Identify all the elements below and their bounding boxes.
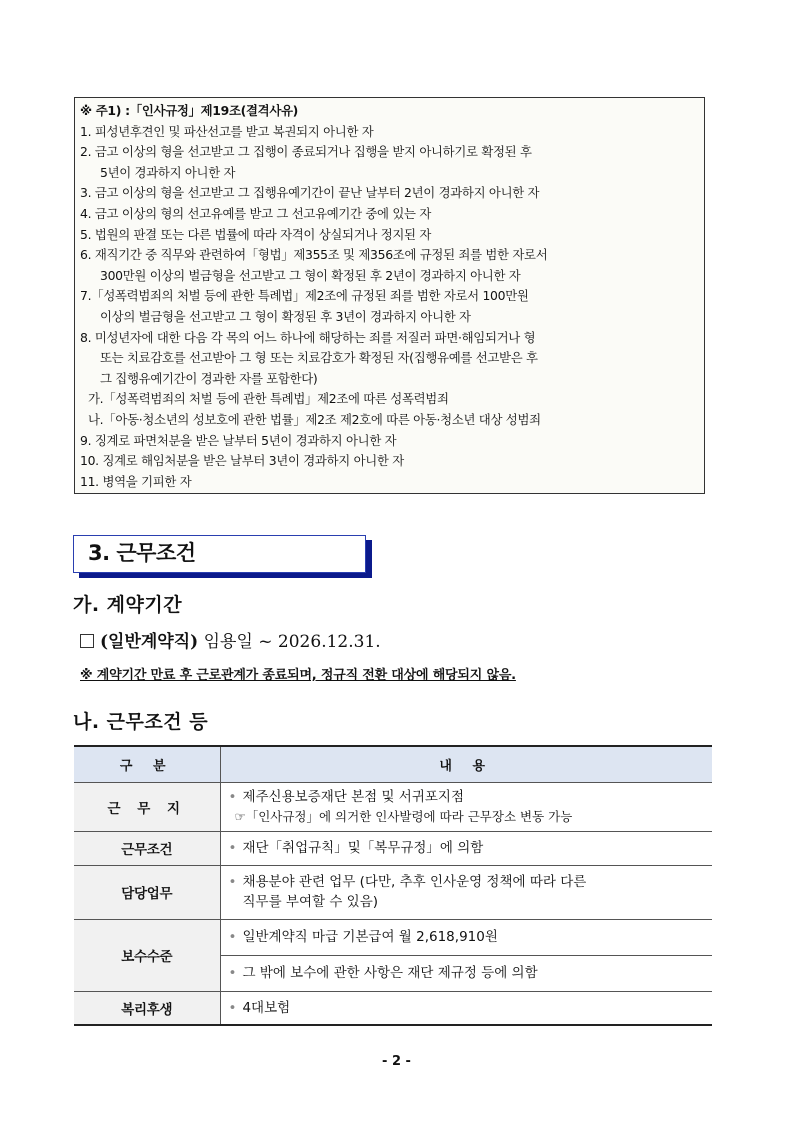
- column-header-category: 구 분: [74, 746, 220, 782]
- note-line: 11. 병역을 기피한 자: [80, 473, 192, 489]
- table-row: [74, 919, 712, 955]
- pay-other-text: 그 밖에 보수에 관한 사항은 재단 제규정 등에 의함: [242, 965, 538, 981]
- table-row: [74, 991, 712, 1025]
- note-line: 5년이 경과하지 아니한 자: [100, 164, 236, 180]
- work-conditions-text: 재단「취업규칙」및「복무규정」에 의함: [242, 840, 484, 856]
- disqualification-note-box: [74, 97, 705, 494]
- note-title: ※ 주1) :「인사규정」제19조(결격사유): [80, 103, 299, 118]
- duties-text: 채용분야 관련 업무 (다만, 추후 인사운영 정책에 따라 다른: [242, 874, 587, 890]
- welfare-text: 4대보험: [242, 999, 291, 1016]
- note-line: 1. 피성년후견인 및 파산선고를 받고 복권되지 아니한 자: [80, 123, 374, 139]
- row-label-duties: 담당업무: [74, 865, 220, 919]
- checkbox-icon: [80, 634, 94, 648]
- note-line: 3. 금고 이상의 형을 선고받고 그 집행유예기간이 끝난 날부터 2년이 경과하지 아니한 자: [80, 185, 540, 201]
- note-line: 2. 금고 이상의 형을 선고받고 그 집행이 종료되거나 집행을 받지 아니하기로 확정된 후: [80, 144, 532, 160]
- bullet-icon: •: [228, 874, 237, 890]
- column-header-content: 내 용: [220, 746, 712, 782]
- contract-period: 임용일 ~ 2026.12.31.: [203, 632, 381, 652]
- note-line: 4. 금고 이상의 형의 선고유예를 받고 그 선고유예기간 중에 있는 자: [80, 205, 432, 221]
- contract-type: (일반계약직): [100, 632, 199, 652]
- bullet-icon: •: [228, 965, 237, 981]
- note-subitem: 나.「아동·청소년의 성보호에 관한 법률」제2조 제2호에 따른 아동·청소년 대상 성범죄: [88, 411, 541, 427]
- note-line: 그 집행유예기간이 경과한 자를 포함한다): [100, 370, 318, 386]
- note-line: 5. 법원의 판결 또는 다른 법률에 따라 자격이 상실되거나 정지된 자: [80, 226, 432, 242]
- note-line: 7.「성폭력범죄의 처벌 등에 관한 특례법」제2조에 규정된 죄를 범한 자로서 100만원: [80, 288, 529, 304]
- bullet-icon: •: [228, 788, 237, 805]
- bullet-icon: •: [228, 929, 237, 945]
- contract-period-heading: 가. 계약기간: [73, 594, 183, 616]
- conditions-heading: 나. 근무조건 등: [73, 711, 209, 733]
- workplace-note: ☞「인사규정」에 의거한 인사발령에 따라 근무장소 변동 가능: [234, 808, 573, 824]
- page-number: - 2 -: [382, 1054, 411, 1069]
- row-label-workplace: 근 무 지: [74, 782, 220, 831]
- row-label-work-conditions: 근무조건: [74, 831, 220, 865]
- contract-note: ※ 계약기간 만료 후 근로관계가 종료되며, 정규직 전환 대상에 해당되지 않음.: [80, 668, 516, 683]
- section-heading: 3. 근무조건: [73, 535, 366, 573]
- bullet-icon: •: [228, 840, 237, 856]
- table-header-row: [74, 746, 712, 782]
- bullet-icon: •: [228, 999, 237, 1016]
- conditions-table: [74, 745, 712, 1026]
- note-subitem: 가.「성폭력범죄의 처벌 등에 관한 특례법」제2조에 따른 성폭력범죄: [88, 391, 449, 407]
- note-line: 10. 징계로 해임처분을 받은 날부터 3년이 경과하지 아니한 자: [80, 453, 404, 469]
- row-content-pay-1: [220, 919, 712, 955]
- row-label-pay: 보수수준: [74, 919, 220, 991]
- row-label-welfare: 복리후생: [74, 991, 220, 1025]
- row-content-duties: [220, 865, 712, 919]
- row-content-work-conditions: [220, 831, 712, 865]
- row-content-pay-2: [220, 955, 712, 991]
- pay-text: 일반계약직 마급 기본급여 월 2,618,910원: [242, 929, 498, 945]
- contract-line: [80, 627, 381, 652]
- row-content-workplace: [220, 782, 712, 831]
- row-content-welfare: [220, 991, 712, 1025]
- note-line: 6. 재직기간 중 직무와 관련하여「형법」제355조 및 제356조에 규정된 죄를 범한 자로서: [80, 247, 548, 263]
- note-line: 300만원 이상의 벌금형을 선고받고 그 형이 확정된 후 2년이 경과하지 아니한 자: [100, 267, 521, 283]
- note-line: 이상의 벌금형을 선고받고 그 형이 확정된 후 3년이 경과하지 아니한 자: [100, 308, 471, 324]
- note-line: 9. 징계로 파면처분을 받은 날부터 5년이 경과하지 아니한 자: [80, 432, 397, 448]
- note-line: 또는 치료감호를 선고받아 그 형 또는 치료감호가 확정된 자(집행유예를 선고받은 후: [100, 350, 538, 366]
- note-line: 8. 미성년자에 대한 다음 각 목의 어느 하나에 해당하는 죄를 저질러 파면·해임되거나 형: [80, 329, 536, 345]
- table-row: [74, 865, 712, 919]
- table-row: [74, 831, 712, 865]
- table-row: [74, 782, 712, 831]
- duties-text-cont: 직무를 부여할 수 있음): [242, 894, 379, 910]
- workplace-text: 제주신용보증재단 본점 및 서귀포지점: [242, 788, 464, 805]
